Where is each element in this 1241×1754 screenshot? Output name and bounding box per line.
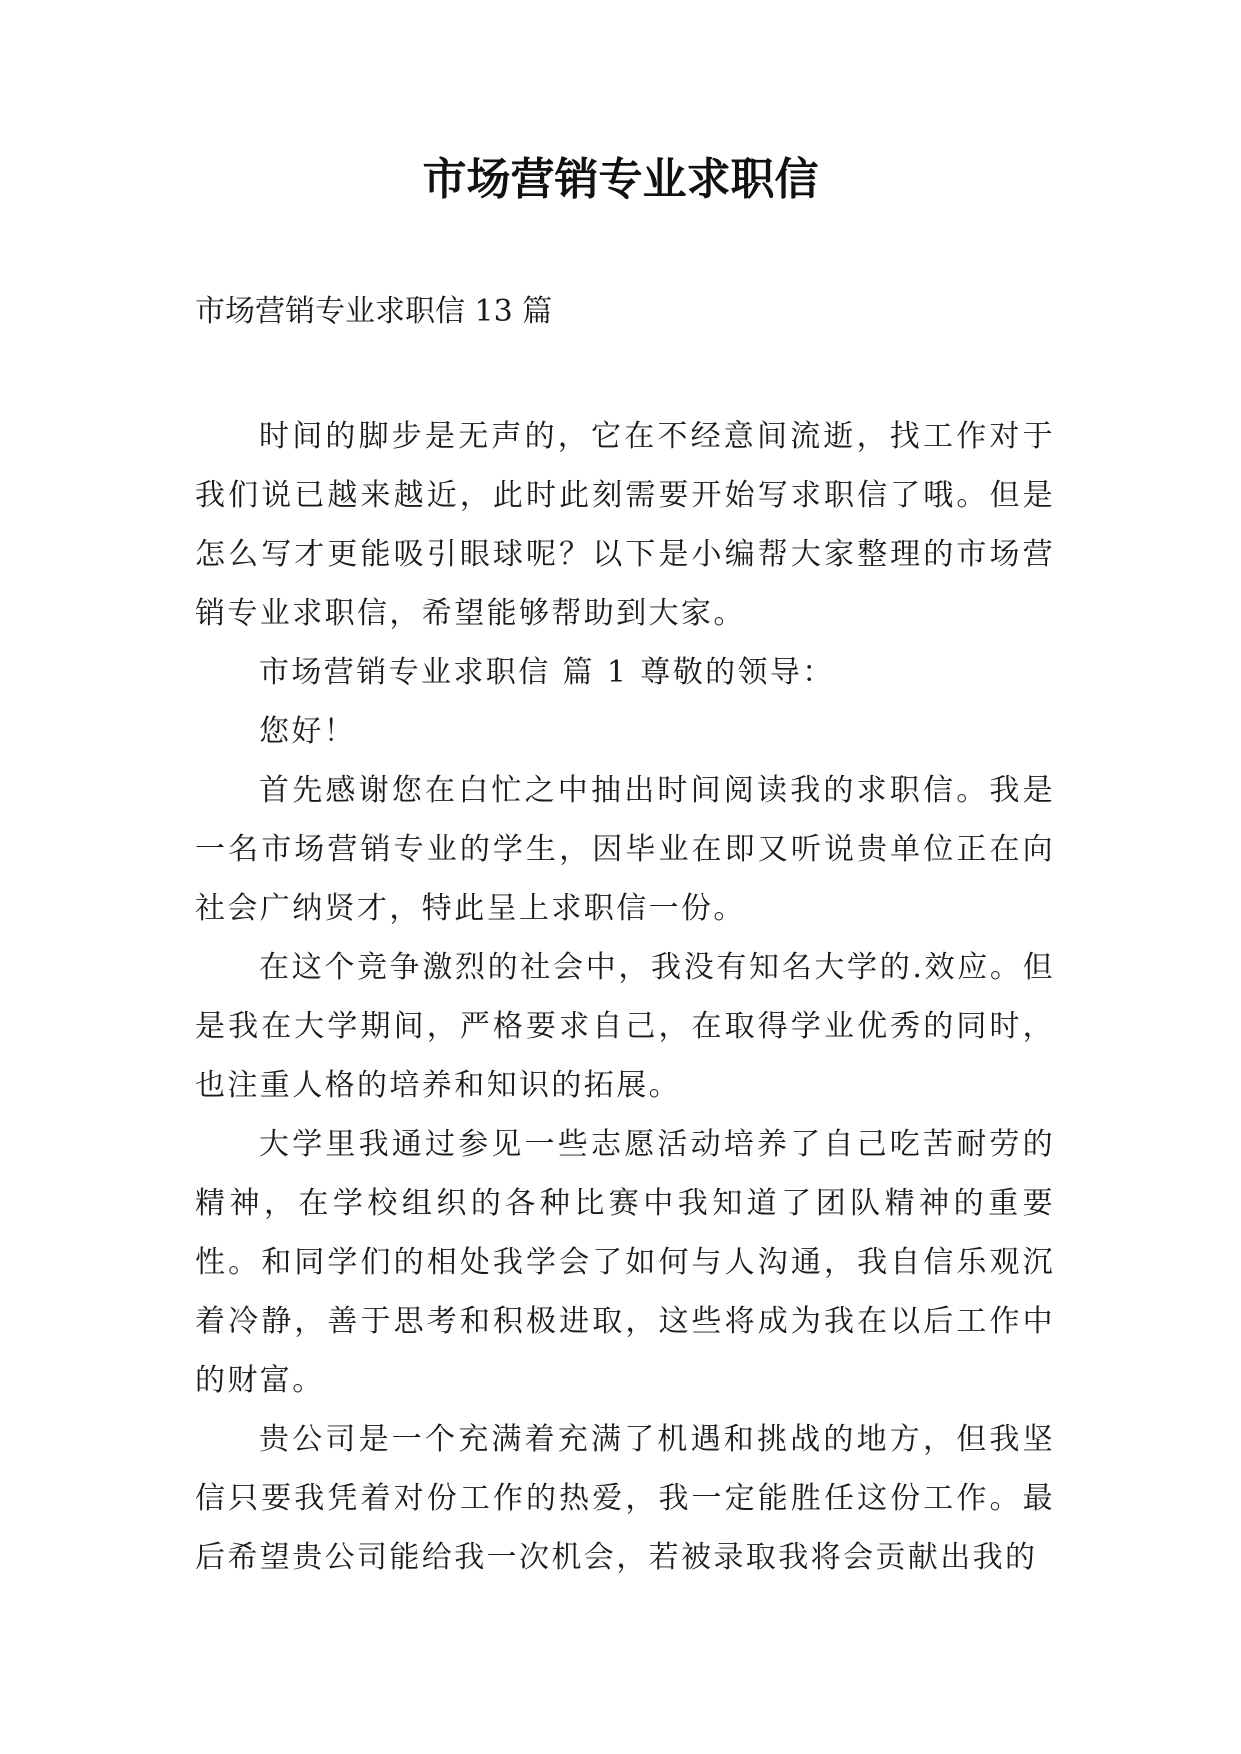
document-subtitle: 市场营销专业求职信 13 篇 xyxy=(195,294,553,329)
page-title: 市场营销专业求职信 xyxy=(422,154,819,205)
letter-body xyxy=(195,407,1055,1587)
paragraph-activities: 大学里我通过参见一些志愿活动培养了自己吃苦耐劳的精神，在学校组织的各种比赛中我知道了团队精神的重要性。和同学们的相处我学会了如何与人沟通，我自信乐观沉着冷静，善于思考和积极进取，这些将成为我在以后工作中的财富。 xyxy=(195,1127,1055,1398)
paragraph-letter-heading: 市场营销专业求职信 篇 1 尊敬的领导： xyxy=(259,655,835,690)
paragraph-education: 在这个竞争激烈的社会中，我没有知名大学的.效应。但是我在大学期间，严格要求自己，在取得学业优秀的同时，也注重人格的培养和知识的拓展。 xyxy=(195,950,1055,1103)
paragraph-greeting: 您好！ xyxy=(259,714,357,749)
paragraph-opening: 首先感谢您在白忙之中抽出时间阅读我的求职信。我是一名市场营销专业的学生，因毕业在即又听说贵单位正在向社会广纳贤才，特此呈上求职信一份。 xyxy=(195,773,1055,926)
paragraph-intro: 时间的脚步是无声的，它在不经意间流逝，找工作对于我们说已越来越近，此时此刻需要开始写求职信了哦。但是怎么写才更能吸引眼球呢？以下是小编帮大家整理的市场营销专业求职信，希望能够帮助到大家。 xyxy=(195,419,1055,631)
paragraph-closing: 贵公司是一个充满着充满了机遇和挑战的地方，但我坚信只要我凭着对份工作的热爱，我一定能胜任这份工作。最后希望贵公司能给我一次机会，若被录取我将会贡献出我的 xyxy=(195,1422,1055,1575)
